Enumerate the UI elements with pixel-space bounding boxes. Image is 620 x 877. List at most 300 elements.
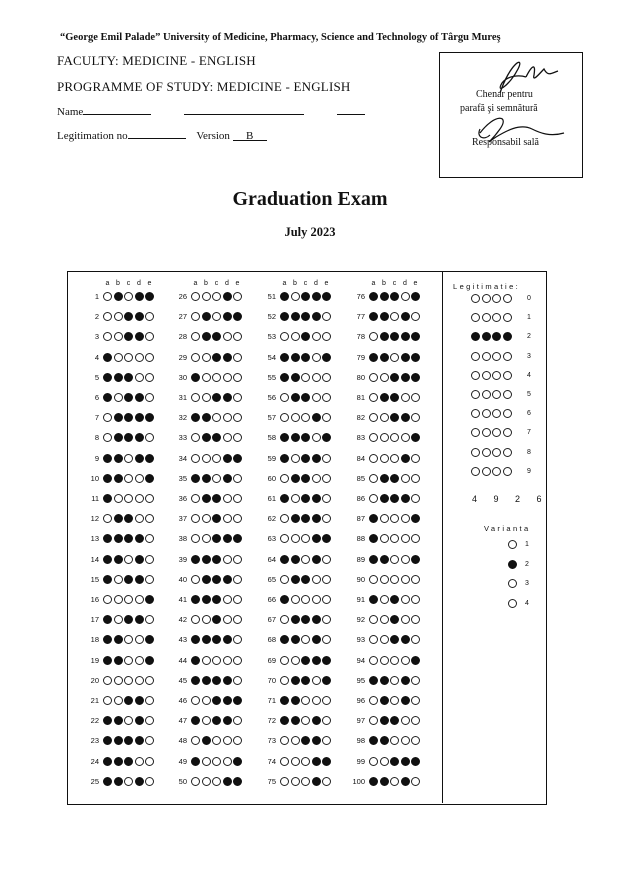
legitimation-bubble-3-2[interactable] [492,352,501,361]
answer-bubble-q10-c[interactable] [124,474,133,483]
answer-bubble-q72-b[interactable] [291,716,300,725]
answer-bubble-q56-a[interactable] [280,393,289,402]
legitimation-bubble-1-2[interactable] [492,313,501,322]
legitimation-bubble-7-1[interactable] [482,428,491,437]
answer-bubble-q8-e[interactable] [145,433,154,442]
answer-bubble-q48-b[interactable] [202,736,211,745]
answer-bubble-q71-b[interactable] [291,696,300,705]
answer-bubble-q96-a[interactable] [369,696,378,705]
answer-bubble-q1-c[interactable] [124,292,133,301]
answer-bubble-q85-b[interactable] [380,474,389,483]
answer-bubble-q97-d[interactable] [401,716,410,725]
answer-bubble-q71-e[interactable] [322,696,331,705]
answer-bubble-q86-c[interactable] [390,494,399,503]
answer-bubble-q58-c[interactable] [301,433,310,442]
answer-bubble-q12-e[interactable] [145,514,154,523]
answer-bubble-q81-e[interactable] [411,393,420,402]
answer-bubble-q91-c[interactable] [390,595,399,604]
answer-bubble-q76-a[interactable] [369,292,378,301]
answer-bubble-q28-a[interactable] [191,332,200,341]
answer-bubble-q72-e[interactable] [322,716,331,725]
answer-bubble-q56-b[interactable] [291,393,300,402]
legitimation-bubble-2-3[interactable] [503,332,512,341]
answer-bubble-q40-e[interactable] [233,575,242,584]
variant-bubble-4[interactable] [508,599,517,608]
answer-bubble-q9-e[interactable] [145,454,154,463]
answer-bubble-q66-d[interactable] [312,595,321,604]
answer-bubble-q87-e[interactable] [411,514,420,523]
answer-bubble-q52-e[interactable] [322,312,331,321]
answer-bubble-q49-a[interactable] [191,757,200,766]
answer-bubble-q89-e[interactable] [411,555,420,564]
answer-bubble-q70-b[interactable] [291,676,300,685]
answer-bubble-q20-d[interactable] [135,676,144,685]
answer-bubble-q90-a[interactable] [369,575,378,584]
answer-bubble-q14-b[interactable] [114,555,123,564]
answer-bubble-q38-a[interactable] [191,534,200,543]
answer-bubble-q51-d[interactable] [312,292,321,301]
answer-bubble-q6-e[interactable] [145,393,154,402]
answer-bubble-q27-b[interactable] [202,312,211,321]
answer-bubble-q79-c[interactable] [390,353,399,362]
answer-bubble-q13-c[interactable] [124,534,133,543]
answer-bubble-q35-b[interactable] [202,474,211,483]
answer-bubble-q13-a[interactable] [103,534,112,543]
legitimation-bubble-6-3[interactable] [503,409,512,418]
answer-bubble-q93-e[interactable] [411,635,420,644]
answer-bubble-q25-c[interactable] [124,777,133,786]
answer-bubble-q52-a[interactable] [280,312,289,321]
answer-bubble-q78-c[interactable] [390,332,399,341]
answer-bubble-q59-e[interactable] [322,454,331,463]
answer-bubble-q44-a[interactable] [191,656,200,665]
answer-bubble-q74-d[interactable] [312,757,321,766]
answer-bubble-q19-e[interactable] [145,656,154,665]
answer-bubble-q92-a[interactable] [369,615,378,624]
answer-bubble-q48-c[interactable] [212,736,221,745]
answer-bubble-q86-e[interactable] [411,494,420,503]
answer-bubble-q33-e[interactable] [233,433,242,442]
answer-bubble-q74-a[interactable] [280,757,289,766]
answer-bubble-q11-d[interactable] [135,494,144,503]
answer-bubble-q31-a[interactable] [191,393,200,402]
answer-bubble-q3-c[interactable] [124,332,133,341]
answer-bubble-q68-c[interactable] [301,635,310,644]
answer-bubble-q46-a[interactable] [191,696,200,705]
answer-bubble-q59-d[interactable] [312,454,321,463]
answer-bubble-q70-e[interactable] [322,676,331,685]
answer-bubble-q20-b[interactable] [114,676,123,685]
answer-bubble-q65-e[interactable] [322,575,331,584]
variant-bubble-3[interactable] [508,579,517,588]
answer-bubble-q51-c[interactable] [301,292,310,301]
legitimation-bubble-8-1[interactable] [482,448,491,457]
answer-bubble-q21-e[interactable] [145,696,154,705]
answer-bubble-q84-a[interactable] [369,454,378,463]
answer-bubble-q86-b[interactable] [380,494,389,503]
answer-bubble-q64-d[interactable] [312,555,321,564]
answer-bubble-q10-e[interactable] [145,474,154,483]
answer-bubble-q81-c[interactable] [390,393,399,402]
answer-bubble-q34-c[interactable] [212,454,221,463]
answer-bubble-q2-c[interactable] [124,312,133,321]
answer-bubble-q88-b[interactable] [380,534,389,543]
answer-bubble-q53-b[interactable] [291,332,300,341]
answer-bubble-q83-a[interactable] [369,433,378,442]
answer-bubble-q14-d[interactable] [135,555,144,564]
answer-bubble-q5-e[interactable] [145,373,154,382]
legitimation-bubble-9-1[interactable] [482,467,491,476]
answer-bubble-q26-c[interactable] [212,292,221,301]
answer-bubble-q10-d[interactable] [135,474,144,483]
answer-bubble-q88-d[interactable] [401,534,410,543]
answer-bubble-q38-b[interactable] [202,534,211,543]
answer-bubble-q82-e[interactable] [411,413,420,422]
answer-bubble-q93-c[interactable] [390,635,399,644]
answer-bubble-q78-b[interactable] [380,332,389,341]
answer-bubble-q60-b[interactable] [291,474,300,483]
legitimation-bubble-3-0[interactable] [471,352,480,361]
answer-bubble-q15-b[interactable] [114,575,123,584]
answer-bubble-q64-a[interactable] [280,555,289,564]
answer-bubble-q2-a[interactable] [103,312,112,321]
answer-bubble-q51-b[interactable] [291,292,300,301]
answer-bubble-q96-d[interactable] [401,696,410,705]
legitimation-bubble-3-1[interactable] [482,352,491,361]
answer-bubble-q66-a[interactable] [280,595,289,604]
answer-bubble-q84-b[interactable] [380,454,389,463]
answer-bubble-q65-b[interactable] [291,575,300,584]
answer-bubble-q99-c[interactable] [390,757,399,766]
answer-bubble-q99-e[interactable] [411,757,420,766]
answer-bubble-q25-b[interactable] [114,777,123,786]
answer-bubble-q61-d[interactable] [312,494,321,503]
answer-bubble-q18-b[interactable] [114,635,123,644]
answer-bubble-q54-c[interactable] [301,353,310,362]
answer-bubble-q97-a[interactable] [369,716,378,725]
answer-bubble-q39-b[interactable] [202,555,211,564]
answer-bubble-q75-e[interactable] [322,777,331,786]
answer-bubble-q62-e[interactable] [322,514,331,523]
answer-bubble-q33-a[interactable] [191,433,200,442]
answer-bubble-q25-d[interactable] [135,777,144,786]
answer-bubble-q92-d[interactable] [401,615,410,624]
answer-bubble-q23-c[interactable] [124,736,133,745]
answer-bubble-q84-d[interactable] [401,454,410,463]
answer-bubble-q24-e[interactable] [145,757,154,766]
answer-bubble-q29-a[interactable] [191,353,200,362]
answer-bubble-q19-c[interactable] [124,656,133,665]
answer-bubble-q39-c[interactable] [212,555,221,564]
answer-bubble-q37-a[interactable] [191,514,200,523]
answer-bubble-q94-d[interactable] [401,656,410,665]
answer-bubble-q46-d[interactable] [223,696,232,705]
answer-bubble-q21-c[interactable] [124,696,133,705]
answer-bubble-q16-a[interactable] [103,595,112,604]
answer-bubble-q98-c[interactable] [390,736,399,745]
answer-bubble-q61-c[interactable] [301,494,310,503]
answer-bubble-q60-a[interactable] [280,474,289,483]
variant-bubble-2[interactable] [508,560,517,569]
answer-bubble-q76-e[interactable] [411,292,420,301]
answer-bubble-q79-e[interactable] [411,353,420,362]
answer-bubble-q81-b[interactable] [380,393,389,402]
answer-bubble-q58-b[interactable] [291,433,300,442]
answer-bubble-q18-a[interactable] [103,635,112,644]
answer-bubble-q6-a[interactable] [103,393,112,402]
answer-bubble-q41-d[interactable] [223,595,232,604]
answer-bubble-q37-e[interactable] [233,514,242,523]
answer-bubble-q80-d[interactable] [401,373,410,382]
answer-bubble-q36-b[interactable] [202,494,211,503]
answer-bubble-q30-e[interactable] [233,373,242,382]
answer-bubble-q70-c[interactable] [301,676,310,685]
legitimation-bubble-0-1[interactable] [482,294,491,303]
legitimation-bubble-4-3[interactable] [503,371,512,380]
answer-bubble-q87-d[interactable] [401,514,410,523]
answer-bubble-q61-b[interactable] [291,494,300,503]
answer-bubble-q11-e[interactable] [145,494,154,503]
answer-bubble-q41-c[interactable] [212,595,221,604]
answer-bubble-q92-b[interactable] [380,615,389,624]
answer-bubble-q26-e[interactable] [233,292,242,301]
answer-bubble-q61-e[interactable] [322,494,331,503]
answer-bubble-q76-c[interactable] [390,292,399,301]
answer-bubble-q30-d[interactable] [223,373,232,382]
legitimation-bubble-6-1[interactable] [482,409,491,418]
legitimation-bubble-3-3[interactable] [503,352,512,361]
legitimation-bubble-1-1[interactable] [482,313,491,322]
answer-bubble-q93-b[interactable] [380,635,389,644]
answer-bubble-q25-e[interactable] [145,777,154,786]
answer-bubble-q49-c[interactable] [212,757,221,766]
answer-bubble-q16-e[interactable] [145,595,154,604]
answer-bubble-q69-e[interactable] [322,656,331,665]
answer-bubble-q42-a[interactable] [191,615,200,624]
answer-bubble-q34-a[interactable] [191,454,200,463]
answer-bubble-q97-b[interactable] [380,716,389,725]
answer-bubble-q3-e[interactable] [145,332,154,341]
answer-bubble-q53-a[interactable] [280,332,289,341]
answer-bubble-q20-a[interactable] [103,676,112,685]
answer-bubble-q20-e[interactable] [145,676,154,685]
answer-bubble-q91-e[interactable] [411,595,420,604]
answer-bubble-q7-b[interactable] [114,413,123,422]
answer-bubble-q65-c[interactable] [301,575,310,584]
answer-bubble-q45-b[interactable] [202,676,211,685]
answer-bubble-q78-a[interactable] [369,332,378,341]
answer-bubble-q35-d[interactable] [223,474,232,483]
answer-bubble-q11-c[interactable] [124,494,133,503]
answer-bubble-q15-d[interactable] [135,575,144,584]
answer-bubble-q43-b[interactable] [202,635,211,644]
answer-bubble-q84-e[interactable] [411,454,420,463]
answer-bubble-q95-a[interactable] [369,676,378,685]
answer-bubble-q83-b[interactable] [380,433,389,442]
legitimation-bubble-4-0[interactable] [471,371,480,380]
answer-bubble-q47-b[interactable] [202,716,211,725]
answer-bubble-q12-a[interactable] [103,514,112,523]
legitimation-bubble-4-1[interactable] [482,371,491,380]
answer-bubble-q23-e[interactable] [145,736,154,745]
answer-bubble-q44-c[interactable] [212,656,221,665]
answer-bubble-q73-a[interactable] [280,736,289,745]
answer-bubble-q88-e[interactable] [411,534,420,543]
answer-bubble-q52-d[interactable] [312,312,321,321]
answer-bubble-q72-a[interactable] [280,716,289,725]
answer-bubble-q21-d[interactable] [135,696,144,705]
answer-bubble-q88-a[interactable] [369,534,378,543]
answer-bubble-q44-b[interactable] [202,656,211,665]
answer-bubble-q22-d[interactable] [135,716,144,725]
answer-bubble-q9-a[interactable] [103,454,112,463]
legitimation-bubble-2-1[interactable] [482,332,491,341]
answer-bubble-q9-b[interactable] [114,454,123,463]
answer-bubble-q94-c[interactable] [390,656,399,665]
answer-bubble-q29-d[interactable] [223,353,232,362]
answer-bubble-q73-e[interactable] [322,736,331,745]
answer-bubble-q37-c[interactable] [212,514,221,523]
answer-bubble-q69-a[interactable] [280,656,289,665]
answer-bubble-q28-c[interactable] [212,332,221,341]
answer-bubble-q59-b[interactable] [291,454,300,463]
answer-bubble-q49-b[interactable] [202,757,211,766]
answer-bubble-q83-d[interactable] [401,433,410,442]
answer-bubble-q31-c[interactable] [212,393,221,402]
answer-bubble-q5-a[interactable] [103,373,112,382]
legitimation-bubble-8-0[interactable] [471,448,480,457]
answer-bubble-q17-b[interactable] [114,615,123,624]
answer-bubble-q4-a[interactable] [103,353,112,362]
answer-bubble-q36-e[interactable] [233,494,242,503]
answer-bubble-q80-c[interactable] [390,373,399,382]
answer-bubble-q42-c[interactable] [212,615,221,624]
answer-bubble-q28-b[interactable] [202,332,211,341]
legitimation-bubble-5-1[interactable] [482,390,491,399]
answer-bubble-q40-b[interactable] [202,575,211,584]
answer-bubble-q26-a[interactable] [191,292,200,301]
answer-bubble-q32-a[interactable] [191,413,200,422]
answer-bubble-q86-a[interactable] [369,494,378,503]
answer-bubble-q16-d[interactable] [135,595,144,604]
answer-bubble-q18-e[interactable] [145,635,154,644]
answer-bubble-q85-d[interactable] [401,474,410,483]
answer-bubble-q78-d[interactable] [401,332,410,341]
answer-bubble-q43-e[interactable] [233,635,242,644]
answer-bubble-q47-e[interactable] [233,716,242,725]
answer-bubble-q55-e[interactable] [322,373,331,382]
answer-bubble-q43-d[interactable] [223,635,232,644]
answer-bubble-q81-a[interactable] [369,393,378,402]
answer-bubble-q97-e[interactable] [411,716,420,725]
answer-bubble-q67-c[interactable] [301,615,310,624]
legitimation-bubble-1-0[interactable] [471,313,480,322]
answer-bubble-q89-a[interactable] [369,555,378,564]
answer-bubble-q29-b[interactable] [202,353,211,362]
answer-bubble-q24-c[interactable] [124,757,133,766]
answer-bubble-q31-e[interactable] [233,393,242,402]
answer-bubble-q48-a[interactable] [191,736,200,745]
answer-bubble-q98-e[interactable] [411,736,420,745]
answer-bubble-q31-b[interactable] [202,393,211,402]
answer-bubble-q47-a[interactable] [191,716,200,725]
answer-bubble-q53-c[interactable] [301,332,310,341]
answer-bubble-q1-d[interactable] [135,292,144,301]
legitimation-bubble-8-3[interactable] [503,448,512,457]
answer-bubble-q6-d[interactable] [135,393,144,402]
answer-bubble-q65-d[interactable] [312,575,321,584]
answer-bubble-q62-a[interactable] [280,514,289,523]
answer-bubble-q44-d[interactable] [223,656,232,665]
answer-bubble-q67-d[interactable] [312,615,321,624]
answer-bubble-q8-a[interactable] [103,433,112,442]
answer-bubble-q38-e[interactable] [233,534,242,543]
answer-bubble-q57-d[interactable] [312,413,321,422]
answer-bubble-q77-d[interactable] [401,312,410,321]
legitimation-bubble-0-2[interactable] [492,294,501,303]
answer-bubble-q96-b[interactable] [380,696,389,705]
answer-bubble-q55-a[interactable] [280,373,289,382]
answer-bubble-q17-c[interactable] [124,615,133,624]
answer-bubble-q35-a[interactable] [191,474,200,483]
answer-bubble-q93-a[interactable] [369,635,378,644]
answer-bubble-q98-a[interactable] [369,736,378,745]
answer-bubble-q39-e[interactable] [233,555,242,564]
answer-bubble-q21-a[interactable] [103,696,112,705]
answer-bubble-q63-c[interactable] [301,534,310,543]
answer-bubble-q80-a[interactable] [369,373,378,382]
answer-bubble-q7-d[interactable] [135,413,144,422]
answer-bubble-q74-c[interactable] [301,757,310,766]
answer-bubble-q94-b[interactable] [380,656,389,665]
answer-bubble-q62-b[interactable] [291,514,300,523]
legitimation-bubble-0-3[interactable] [503,294,512,303]
answer-bubble-q58-a[interactable] [280,433,289,442]
answer-bubble-q45-e[interactable] [233,676,242,685]
answer-bubble-q8-b[interactable] [114,433,123,442]
answer-bubble-q76-d[interactable] [401,292,410,301]
answer-bubble-q15-c[interactable] [124,575,133,584]
answer-bubble-q82-a[interactable] [369,413,378,422]
answer-bubble-q57-b[interactable] [291,413,300,422]
answer-bubble-q55-b[interactable] [291,373,300,382]
answer-bubble-q64-b[interactable] [291,555,300,564]
answer-bubble-q15-a[interactable] [103,575,112,584]
answer-bubble-q100-d[interactable] [401,777,410,786]
answer-bubble-q12-b[interactable] [114,514,123,523]
answer-bubble-q39-a[interactable] [191,555,200,564]
legitimation-bubble-6-2[interactable] [492,409,501,418]
answer-bubble-q17-d[interactable] [135,615,144,624]
answer-bubble-q1-e[interactable] [145,292,154,301]
legitimation-bubble-9-3[interactable] [503,467,512,476]
answer-bubble-q1-b[interactable] [114,292,123,301]
answer-bubble-q18-c[interactable] [124,635,133,644]
answer-bubble-q17-e[interactable] [145,615,154,624]
answer-bubble-q33-c[interactable] [212,433,221,442]
answer-bubble-q77-b[interactable] [380,312,389,321]
answer-bubble-q63-e[interactable] [322,534,331,543]
answer-bubble-q60-e[interactable] [322,474,331,483]
answer-bubble-q75-c[interactable] [301,777,310,786]
answer-bubble-q13-d[interactable] [135,534,144,543]
answer-bubble-q88-c[interactable] [390,534,399,543]
answer-bubble-q50-d[interactable] [223,777,232,786]
answer-bubble-q36-d[interactable] [223,494,232,503]
answer-bubble-q8-d[interactable] [135,433,144,442]
answer-bubble-q95-e[interactable] [411,676,420,685]
answer-bubble-q63-b[interactable] [291,534,300,543]
